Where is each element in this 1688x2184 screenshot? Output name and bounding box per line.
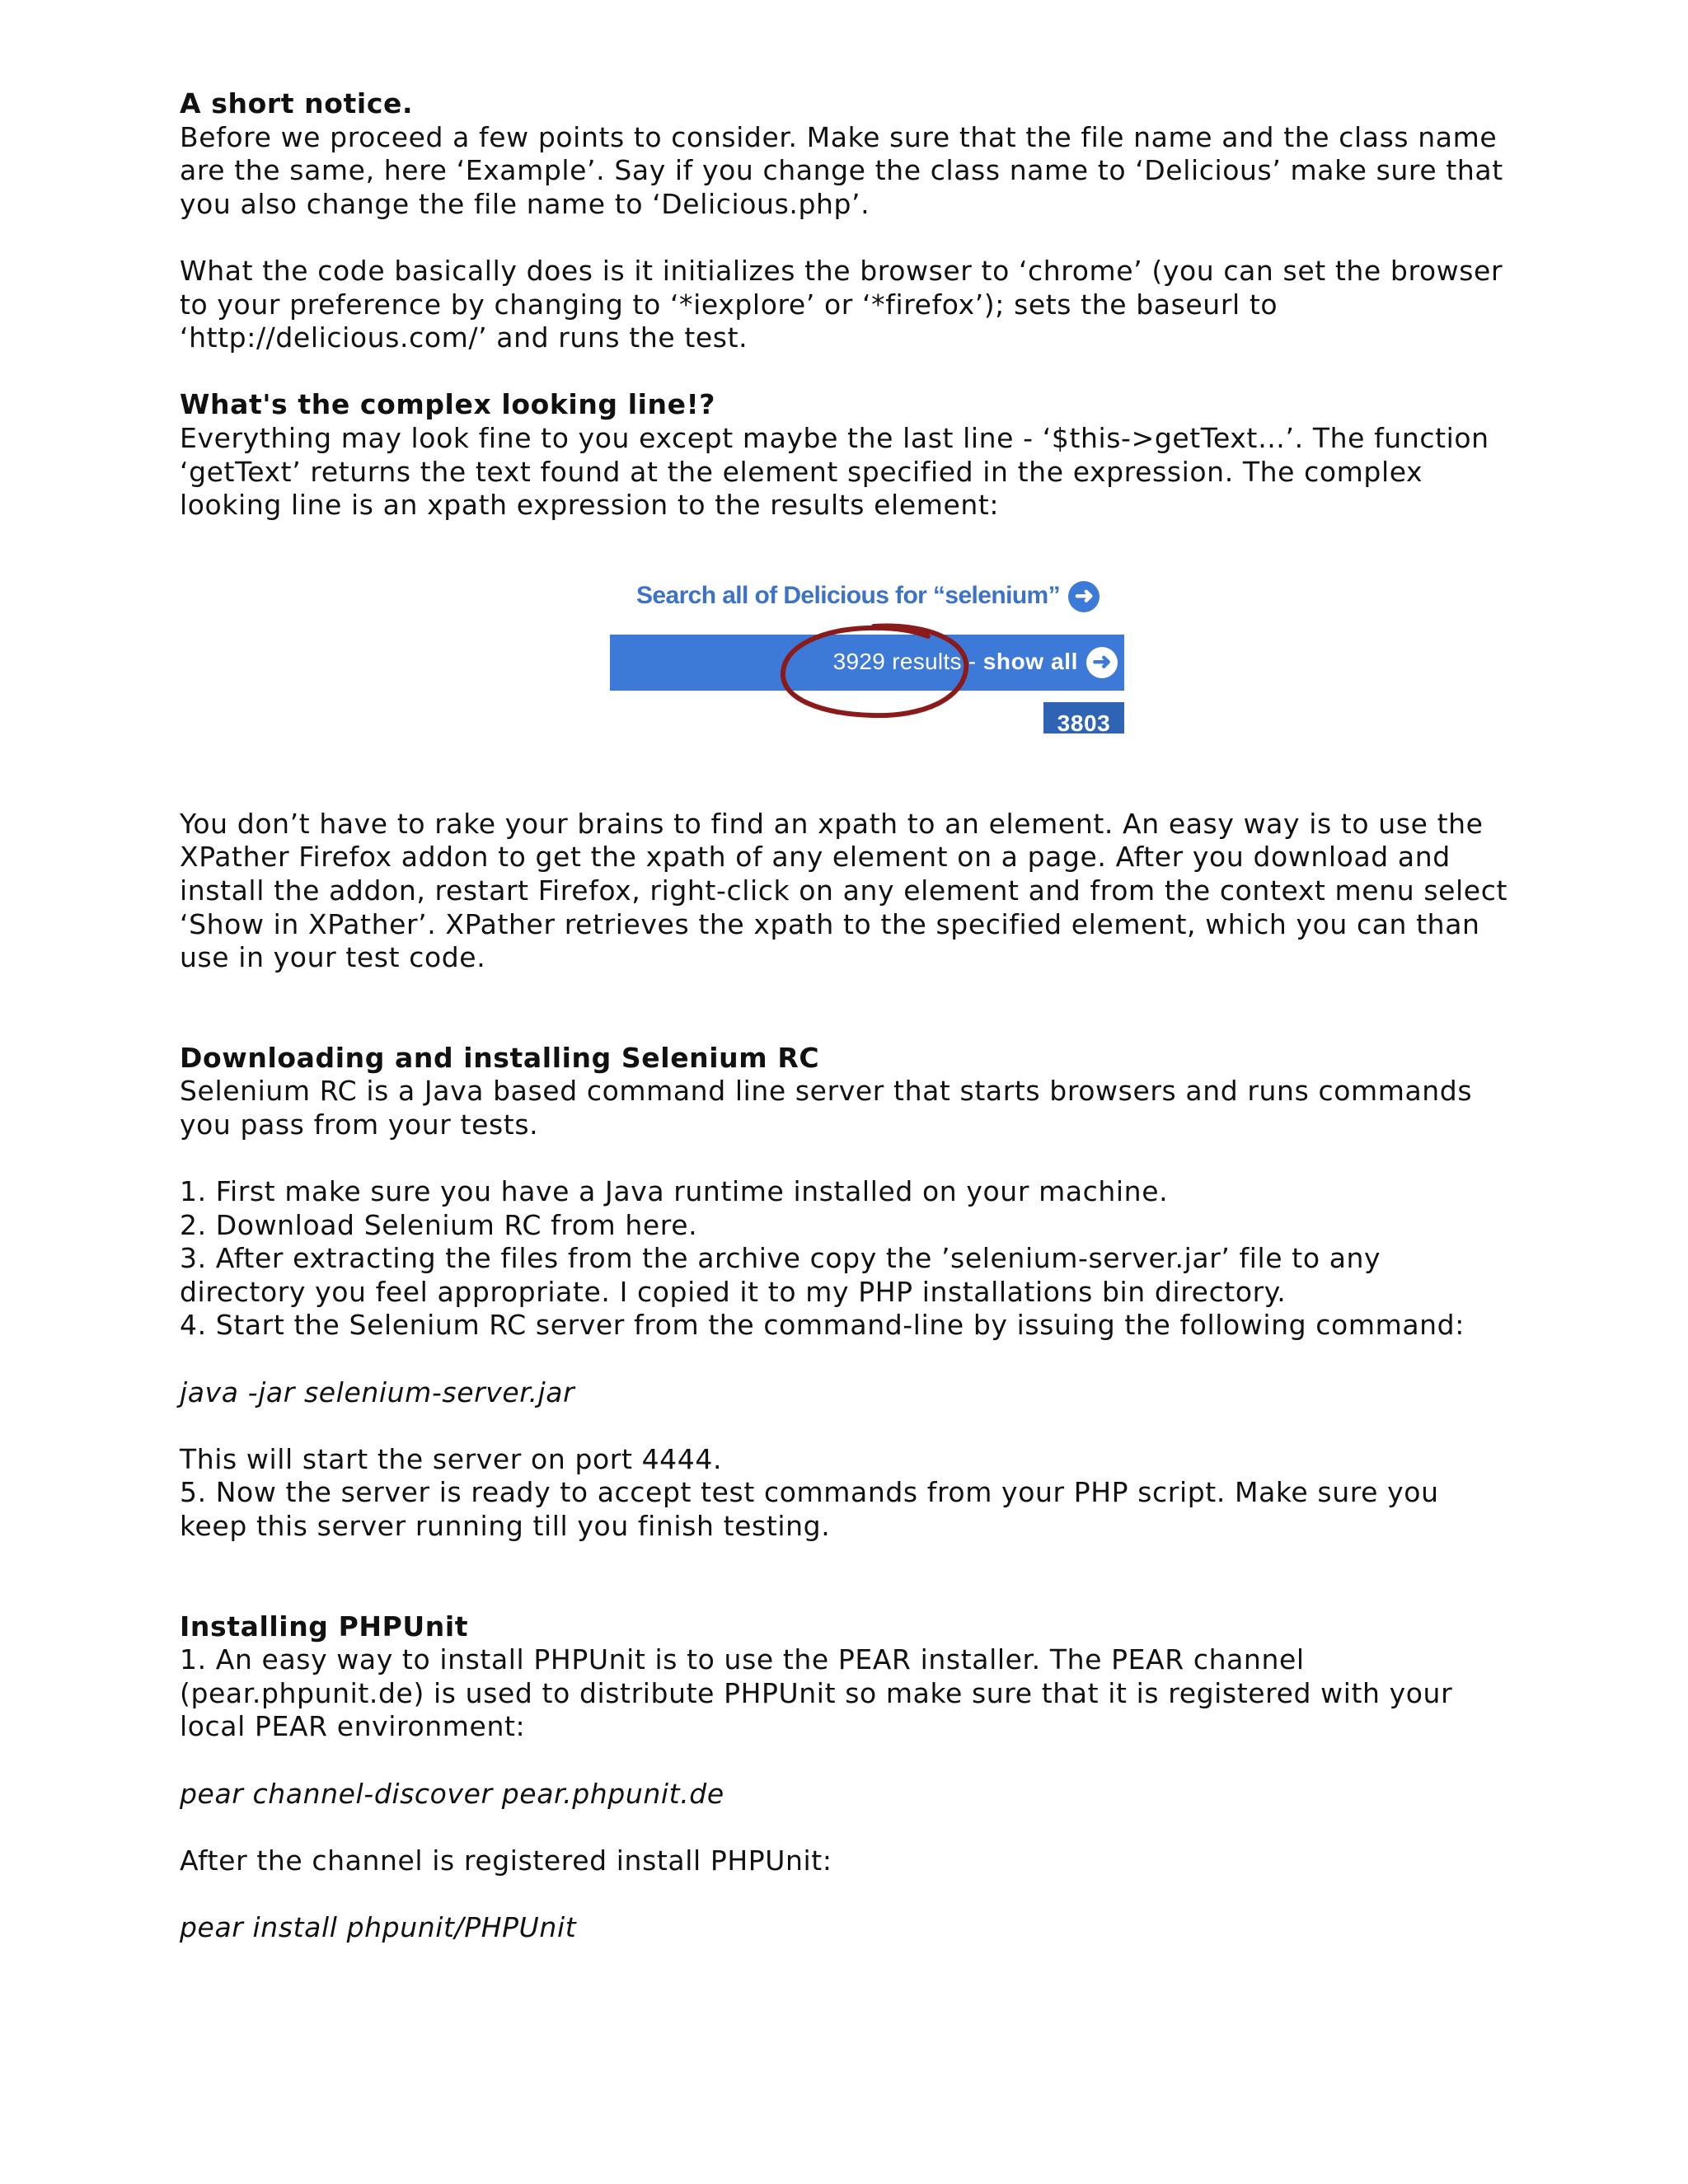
paragraph-complex-1: Everything may look fine to you except maybe the last line - ‘$this->getText…’. The function ‘getText’ returns the text found at the element specified in the expression. The complex looking line is an xpath expression to the results element:	[180, 421, 1489, 522]
results-separator: -	[968, 649, 977, 675]
paragraph-selenium-intro: Selenium RC is a Java based command line server that starts browsers and runs commands you pass from your tests.	[180, 1075, 1473, 1141]
heading-complex-line: What's the complex looking line!?	[180, 388, 716, 421]
code-java-command: java -jar selenium-server.jar	[180, 1376, 575, 1408]
code-pear-discover: pear channel-discover pear.phpunit.de	[180, 1777, 724, 1810]
heading-installing-phpunit: Installing PHPUnit	[180, 1610, 469, 1643]
arrow-right-icon: ➜	[1068, 581, 1100, 612]
heading-short-notice: A short notice.	[180, 87, 414, 120]
document-page	[180, 87, 1515, 1945]
paragraph-notice-2: What the code basically does is it initializes the browser to ‘chrome’ (you can set the browser to your preference by changing to ‘*iexplore’ or ‘*firefox’); sets the baseurl to ‘http://delicious.com/’ and runs the test.	[180, 254, 1503, 354]
list-item: 3. After extracting the files from the archive copy the ’selenium-server.jar’ file to any directory you feel appropriate. I copied it to my PHP installations bin directory.	[180, 1242, 1381, 1308]
count-badge: 3803	[1043, 702, 1124, 733]
delicious-search-screenshot	[610, 580, 1124, 745]
search-all-label: Search all of Delicious for “selenium”	[636, 582, 1061, 610]
list-item: 5. Now the server is ready to accept test commands from your PHP script. Make sure you keep this server running till you finish testing.	[180, 1476, 1439, 1542]
code-pear-install: pear install phpunit/PHPUnit	[180, 1910, 577, 1943]
paragraph-phpunit-1: 1. An easy way to install PHPUnit is to use the PEAR installer. The PEAR channel (pear.phpunit.de) is used to distribute PHPUnit so make sure that it is registered with your local PEAR environment:	[180, 1643, 1453, 1743]
search-all-link[interactable]	[636, 580, 1100, 613]
paragraph-port: This will start the server on port 4444.	[180, 1442, 723, 1475]
list-item: 1. First make sure you have a Java runtime installed on your machine.	[180, 1175, 1169, 1208]
heading-selenium-rc: Downloading and installing Selenium RC	[180, 1041, 820, 1074]
list-item: 4. Start the Selenium RC server from the command-line by issuing the following command:	[180, 1309, 1465, 1342]
paragraph-xpather: You don’t have to rake your brains to find an xpath to an element. An easy way is to use the XPather Firefox addon to get the xpath of any element on a page. After you download and install the addon, restart Firefox, right-click on any element and from the context menu select ‘Show in XPather’. XPather retrieves the xpath to the specified element, which you can than use in your test code.	[180, 807, 1507, 974]
arrow-right-icon: ➜	[1086, 647, 1118, 678]
results-count: 3929 results	[832, 649, 962, 675]
show-all-link[interactable]: show all	[982, 649, 1078, 675]
paragraph-notice-1: Before we proceed a few points to consider. Make sure that the file name and the class name are the same, here ‘Example’. Say if you change the class name to ‘Delicious’ make sure that you also change the file name to ‘Delicious.php’.	[180, 120, 1503, 220]
red-circle-annotation-icon	[775, 620, 973, 722]
list-item: 2. Download Selenium RC from here.	[180, 1208, 698, 1241]
paragraph-phpunit-2: After the channel is registered install PHPUnit:	[180, 1844, 832, 1877]
